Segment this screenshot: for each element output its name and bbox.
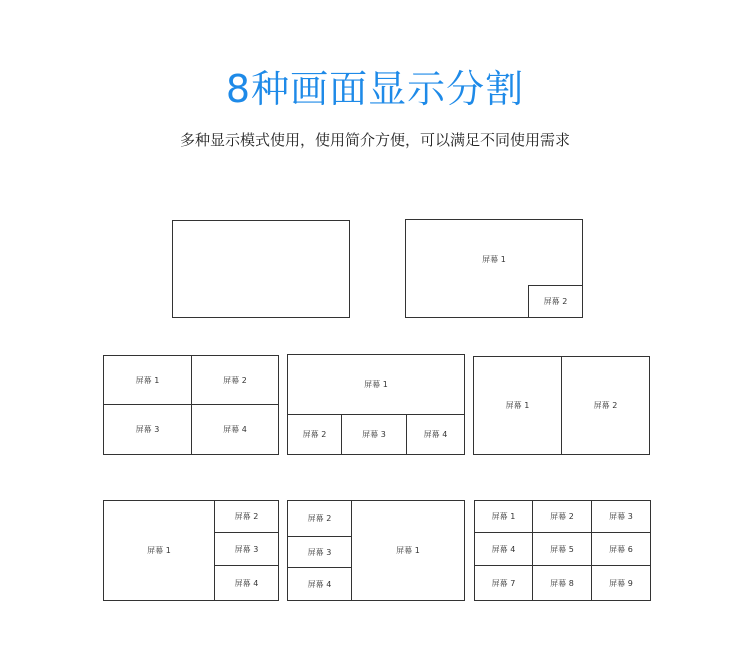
screen-label: 屏幕 2 xyxy=(528,285,582,317)
screen-label: 屏幕 3 xyxy=(288,537,352,568)
screen-label: 屏幕 4 xyxy=(234,578,259,588)
screen-label: 屏幕 9 xyxy=(609,578,633,588)
layout-nine xyxy=(474,500,651,601)
screen-label: 屏幕 1 xyxy=(104,501,215,600)
screen-label: 屏幕 4 xyxy=(423,430,448,439)
screen-label: 屏幕 1 xyxy=(482,254,506,264)
layout-split-two xyxy=(473,356,650,455)
page-title: 8种画面显示分割 xyxy=(225,67,525,111)
screen-label: 屏幕 2 xyxy=(215,501,278,533)
screen-label: 屏幕 4 xyxy=(288,568,352,600)
screen-label: 屏幕 1 xyxy=(288,355,464,415)
layout-left-main xyxy=(103,500,279,601)
screen-label: 屏幕 2 xyxy=(593,401,618,410)
layout-top-three xyxy=(287,354,465,455)
screen-label: 屏幕 3 xyxy=(104,405,192,454)
screen-label: 屏幕 1 xyxy=(474,357,562,454)
screen-label: 屏幕 3 xyxy=(342,415,407,454)
layout-quad xyxy=(103,355,279,455)
screen-label: 屏幕 1 xyxy=(104,356,192,405)
screen-label: 屏幕 2 xyxy=(192,356,278,405)
screen-label: 屏幕 6 xyxy=(592,533,650,566)
screen-label: 屏幕 2 xyxy=(533,501,592,533)
layout-pip xyxy=(405,219,583,318)
screen-label: 屏幕 3 xyxy=(215,533,278,566)
screen-label: 屏幕 2 xyxy=(288,501,352,537)
screen-label: 屏幕 2 xyxy=(288,415,342,454)
screen-label: 屏幕 8 xyxy=(533,566,592,600)
page-subtitle: 多种显示模式使用，使用简介方便，可以满足不同使用需求 xyxy=(179,131,570,149)
screen-label: 屏幕 5 xyxy=(533,533,592,566)
screen-label: 屏幕 1 xyxy=(396,546,420,555)
screen-label: 屏幕 1 xyxy=(475,501,533,533)
screen-label: 屏幕 4 xyxy=(475,533,533,566)
screen-label: 屏幕 4 xyxy=(223,425,247,434)
layout-single xyxy=(172,220,350,318)
screen-label: 屏幕 3 xyxy=(592,501,650,533)
screen-label: 屏幕 7 xyxy=(475,566,533,600)
layout-right-main xyxy=(287,500,465,601)
